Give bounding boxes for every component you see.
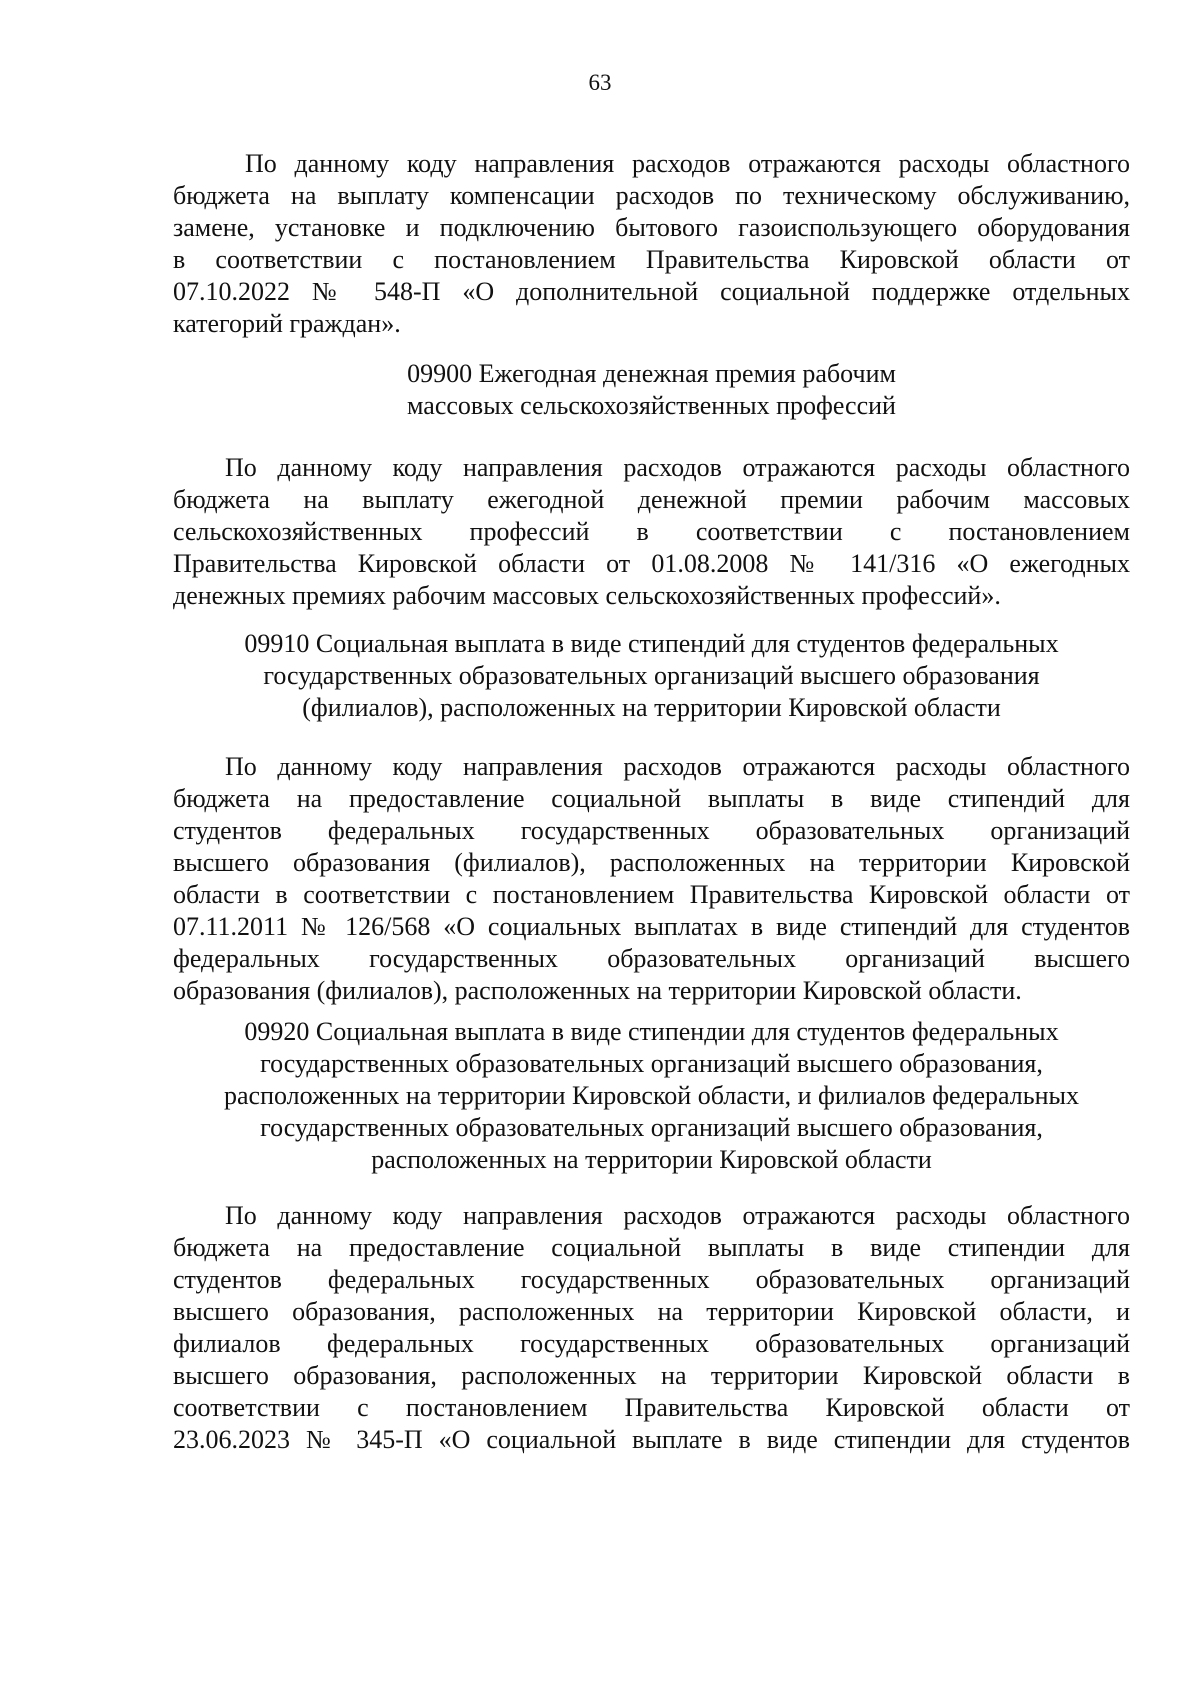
paragraph-scholarship-universities [173,1200,1130,1456]
heading-line: государственных образовательных организаций высшего образования, [260,1049,1043,1078]
text-line: По данному коду направления расходов отражаются расходы областного [245,149,1130,178]
text-line: высшего образования, расположенных на территории Кировской области в [173,1361,1130,1390]
heading-line: массовых сельскохозяйственных профессий [407,391,896,420]
heading-line: государственных образовательных организаций высшего образования [263,661,1040,690]
text-line: По данному коду направления расходов отражаются расходы областного [225,453,1130,482]
text-line: По данному коду направления расходов отражаются расходы областного [225,1201,1130,1230]
heading-09910 [173,628,1130,724]
heading-line: (филиалов), расположенных на территории Кировской области [302,693,1001,722]
text-line: студентов федеральных государственных образовательных организаций [173,816,1130,845]
paragraph-scholarship-branches [173,751,1130,1007]
text-line: филиалов федеральных государственных образовательных организаций [173,1329,1130,1358]
text-line: бюджета на выплату компенсации расходов по техническому обслуживанию, [173,181,1130,210]
text-line: По данному коду направления расходов отражаются расходы областного [225,752,1130,781]
text-line: области в соответствии с постановлением Правительства Кировской области от [173,880,1130,909]
text-line: бюджета на предоставление социальной выплаты в виде стипендии для [173,1233,1130,1262]
heading-line: 09910 Социальная выплата в виде стипендий для студентов федеральных [244,629,1059,658]
text-line: высшего образования, расположенных на территории Кировской области, и [173,1297,1130,1326]
text-line: Правительства Кировской области от 01.08.2008 № 141/316 «О ежегодных [173,549,1130,578]
heading-line: государственных образовательных организаций высшего образования, [260,1113,1043,1142]
text-line: бюджета на выплату ежегодной денежной премии рабочим массовых [173,485,1130,514]
text-line: замене, установке и подключению бытового газоиспользующего оборудования [173,213,1130,242]
heading-09900 [173,358,1130,422]
text-line: в соответствии с постановлением Правительства Кировской области от [173,245,1130,274]
page-number: 63 [588,70,612,95]
text-line: высшего образования (филиалов), расположенных на территории Кировской [173,848,1130,877]
text-line: 23.06.2023 № 345-П «О социальной выплате в виде стипендии для студентов [173,1425,1130,1454]
heading-09920 [173,1016,1130,1176]
text-line: 07.10.2022 № 548-П «О дополнительной социальной поддержке отдельных [173,277,1130,306]
text-line: денежных премиях рабочим массовых сельскохозяйственных профессий». [173,581,1001,610]
heading-line: 09900 Ежегодная денежная премия рабочим [407,359,896,388]
heading-line: 09920 Социальная выплата в виде стипендии для студентов федеральных [244,1017,1059,1046]
text-line: федеральных государственных образовательных организаций высшего [173,944,1130,973]
paragraph-gas-equipment [173,148,1130,340]
text-line: сельскохозяйственных профессий в соответствии с постановлением [173,517,1130,546]
heading-line: расположенных на территории Кировской области [371,1145,932,1174]
text-line: 07.11.2011 № 126/568 «О социальных выплатах в виде стипендий для студентов [173,912,1130,941]
heading-line: расположенных на территории Кировской области, и филиалов федеральных [224,1081,1079,1110]
text-line: образования (филиалов), расположенных на территории Кировской области. [173,976,1022,1005]
text-line: соответствии с постановлением Правительства Кировской области от [173,1393,1130,1422]
paragraph-agricultural-premium [173,452,1130,612]
text-line: студентов федеральных государственных образовательных организаций [173,1265,1130,1294]
text-line: категорий граждан». [173,309,401,338]
text-line: бюджета на предоставление социальной выплаты в виде стипендий для [173,784,1130,813]
